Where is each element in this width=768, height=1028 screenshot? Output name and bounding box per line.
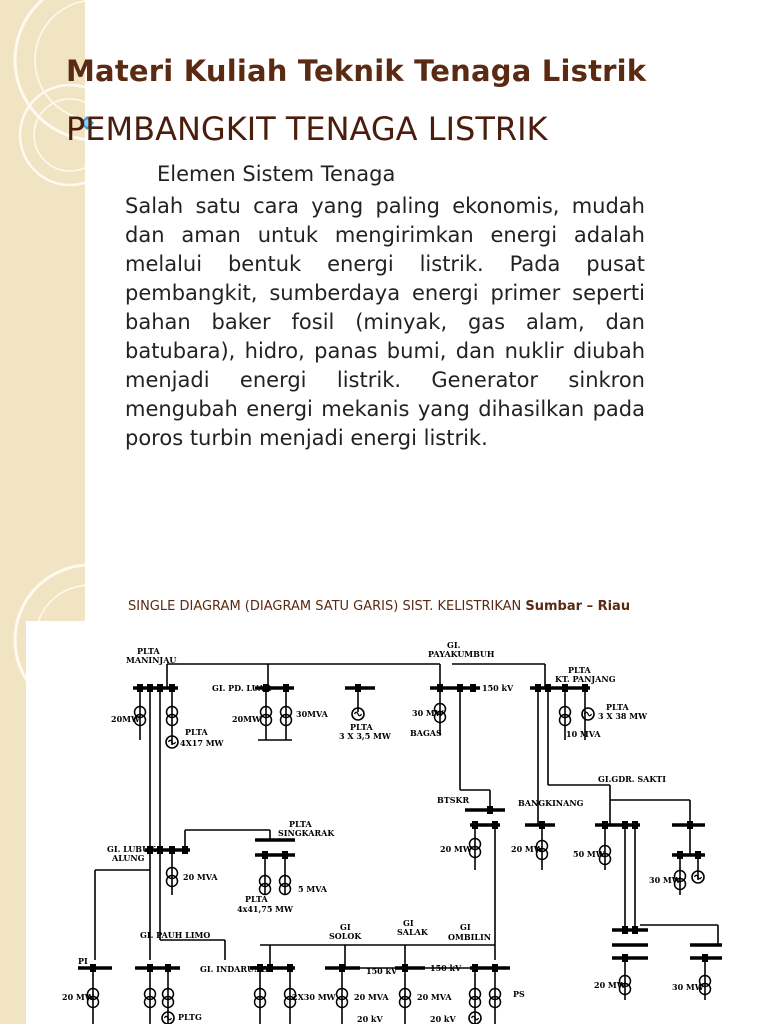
label-gi-gdr-sakti: GI.GDR. SAKTI xyxy=(598,774,666,784)
label-gi-pd-luar: GI. PD. LUAR xyxy=(212,683,272,693)
label-plta-kt-panjang-1: PLTA xyxy=(568,665,591,675)
label-150kv-b: 150 kV xyxy=(366,966,398,976)
label-20mw-a: 20MW xyxy=(111,714,140,724)
label-gi-solok-2: SOLOK xyxy=(329,931,362,941)
label-20mva-b: 20 MVA xyxy=(354,992,389,1002)
label-plta-kt-panjang-2: KT. PANJANG xyxy=(555,674,616,684)
slide-subtitle: PEMBANGKIT TENAGA LISTRIK xyxy=(66,110,548,148)
label-pi: PI xyxy=(78,956,88,966)
label-30mw: 30 MW xyxy=(412,708,444,718)
label-gi-ombilin-2: OMBILIN xyxy=(448,932,492,942)
label-20kv-a: 20 kV xyxy=(357,1014,383,1024)
label-plta-3x38-2: 3 X 38 MW xyxy=(598,711,648,721)
label-pltg: PLTG xyxy=(178,1012,202,1022)
label-plta-4x4-2: 4x41,75 MW xyxy=(237,904,294,914)
label-gi-payakumbuh-2: PAYAKUMBUH xyxy=(428,649,495,659)
label-gi-lubuk-alung-1: GI. LUBUK xyxy=(107,844,156,854)
label-maninjau: MANINJAU xyxy=(126,655,177,665)
label-20mva-c: 20 MVA xyxy=(417,992,452,1002)
label-plta-3x38-1: PLTA xyxy=(606,702,629,712)
label-plta-3x35-1: PLTA xyxy=(350,722,373,732)
label-30mw-b: 30 MW xyxy=(649,875,681,885)
label-gi-salak-2: SALAK xyxy=(397,927,428,937)
label-btskr: BTSKR xyxy=(437,795,470,805)
label-plta-3x35-2: 3 X 3,5 MW xyxy=(339,731,391,741)
diagram-caption xyxy=(128,599,630,614)
label-30mw-c: 30 MW xyxy=(672,982,704,992)
label-150kv-a: 150 kV xyxy=(482,683,514,693)
label-gi-indarung: GI. INDARUNG xyxy=(200,964,269,974)
label-gi-solok-1: GI xyxy=(340,922,351,932)
label-20kv-b: 20 kV xyxy=(430,1014,456,1024)
label-plta-singkarak-2: SINGKARAK xyxy=(278,828,335,838)
label-10mva: 10 MVA xyxy=(566,729,601,739)
label-150kv-c: 150 kV xyxy=(430,963,462,973)
label-plta-4x17-2: 4X17 MW xyxy=(180,738,224,748)
label-plta-maninjau: PLTA xyxy=(137,646,160,656)
label-2x30mw: 2X30 MW xyxy=(292,992,336,1002)
label-plta-singkarak-1: PLTA xyxy=(289,819,312,829)
label-20mw-e: 20 MW xyxy=(62,992,94,1002)
label-gi-ombilin-1: GI xyxy=(460,922,471,932)
label-20mw-f: 20 MW xyxy=(594,980,626,990)
label-plta-4x4-1: PLTA xyxy=(245,894,268,904)
label-30mva-a: 30MVA xyxy=(296,709,328,719)
label-gi-pauh-limo: GI. PAUH LIMO xyxy=(140,930,211,940)
label-20mva-a: 20 MVA xyxy=(183,872,218,882)
single-line-diagram-svg xyxy=(26,621,768,1024)
label-bangkinang: BANGKINANG xyxy=(518,798,584,808)
label-gi-payakumbuh-1: GI. xyxy=(447,640,461,650)
label-20mw-b: 20MW xyxy=(232,714,261,724)
slide-title: Materi Kuliah Teknik Tenaga Listrik xyxy=(66,54,647,88)
label-20mw-d: 20 MW xyxy=(511,844,543,854)
single-line-diagram xyxy=(26,621,768,1024)
label-5mva: 5 MVA xyxy=(298,884,327,894)
label-20mw-c: 20 MW xyxy=(440,844,472,854)
label-plta-4x17-1: PLTA xyxy=(185,727,208,737)
section-heading: Elemen Sistem Tenaga xyxy=(157,162,396,186)
body-paragraph: Salah satu cara yang paling ekonomis, mudah dan aman untuk mengirimkan energi adalah melalui bentuk energi listrik. Pada pusat pembangkit, sumberdaya energi primer seperti bahan baker fosil (minyak, gas alam, dan batubara), hidro, panas bumi, dan nuklir diubah menjadi energi listrik. Generator sinkron mengubah energi mekanis yang dihasilkan pada poros turbin menjadi energi listrik. xyxy=(125,194,645,450)
label-gi-lubuk-alung-2: ALUNG xyxy=(112,853,145,863)
caption-region: Sumbar – Riau xyxy=(525,599,631,614)
label-50mw: 50 MW xyxy=(573,849,605,859)
label-ps: PS xyxy=(513,989,525,999)
caption-text: SINGLE DIAGRAM (DIAGRAM SATU GARIS) SIST. KELISTRIKAN xyxy=(128,599,526,614)
label-bagas: BAGAS xyxy=(410,728,442,738)
label-gi-salak-1: GI xyxy=(403,918,414,928)
